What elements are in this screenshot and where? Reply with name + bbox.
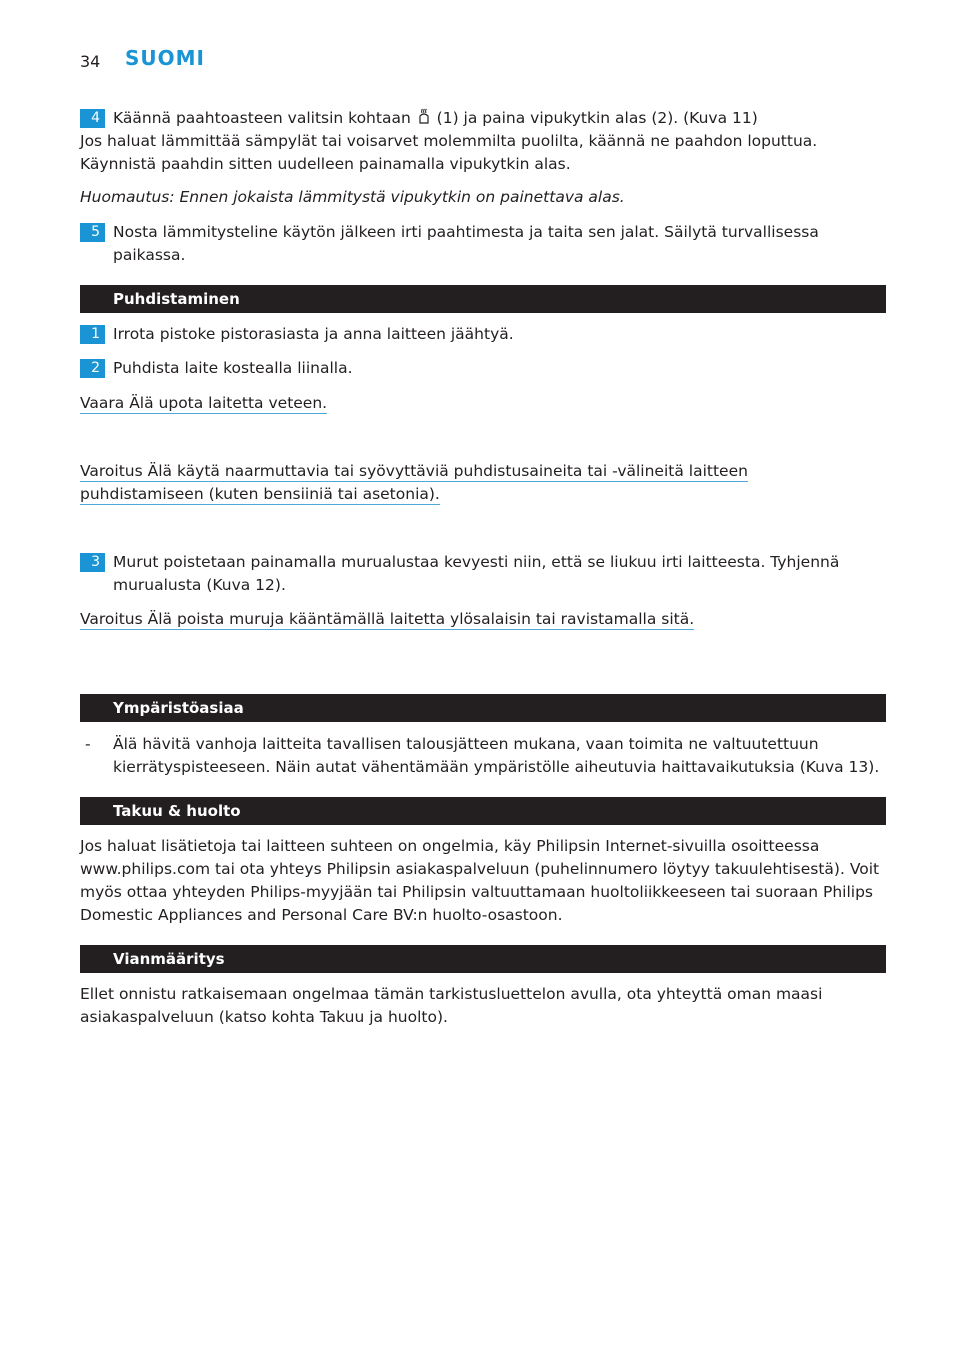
cleaning-step-1 <box>80 323 886 346</box>
section-heading-troubleshooting: Vianmääritys <box>80 945 886 973</box>
section-heading-cleaning: Puhdistaminen <box>80 285 886 313</box>
environment-item <box>80 733 886 779</box>
warning-notice-1 <box>80 460 780 506</box>
note: Huomautus: Ennen jokaista lämmitystä vipukytkin on painettava alas. <box>80 188 625 206</box>
cleaning-step-1-text: Irrota pistoke pistorasiasta ja anna laitteen jäähtyä. <box>113 325 514 343</box>
cleaning-step-3-text: Murut poistetaan painamalla murualustaa kevyesti niin, että se liukuu irti laitteesta. Tyhjennä murualusta (Kuva 12). <box>113 553 840 594</box>
cleaning-step-3 <box>80 551 886 597</box>
cleaning-step-2 <box>80 357 886 380</box>
step-5-text: Nosta lämmitysteline käytön jälkeen irti paahtimesta ja taita sen jalat. Säilytä turvallisessa paikassa. <box>113 223 819 264</box>
step-number: 3 <box>80 553 105 572</box>
section-heading-environment: Ympäristöasiaa <box>80 694 886 722</box>
warranty-text: Jos haluat lisätietoja tai laitteen suhteen on ongelmia, käy Philipsin Internet-sivuilla osoitteessa www.philips.com tai ota yhteys Philipsin asiakaspalveluun (puhelinnumero löytyy takuulehtisestä). Voit myös ottaa yhteyden Philips-myyjään tai Philipsin valtuuttamaan huoltoliikkeeseen tai suoraan Philips Domestic Appliances and Personal Care BV:n huolto-osastoon. <box>80 837 880 924</box>
section-heading-warranty: Takuu & huolto <box>80 797 886 825</box>
cleaning-step-2-text: Puhdista laite kostealla liinalla. <box>113 359 353 377</box>
environment-text: Älä hävitä vanhoja laitteita tavallisen talousjätteen mukana, vaan toimita ne valtuutettuun kierrätyspisteeseen. Näin autat vähentämään ympäristölle aiheutuvia haittavaikutuksia (Kuva 13). <box>113 735 880 776</box>
warning-1-text: Varoitus Älä käytä naarmuttavia tai syövyttäviä puhdistusaineita tai -välineitä laitteen puhdistamiseen (kuten bensiiniä tai asetonia). <box>80 462 748 503</box>
bun-warming-icon <box>416 107 432 125</box>
warning-2-text: Varoitus Älä poista muruja kääntämällä laitetta ylösalaisin tai ravistamalla sitä. <box>80 610 695 628</box>
danger-notice <box>80 392 886 415</box>
troubleshooting-text: Ellet onnistu ratkaisemaan ongelmaa tämän tarkistusluettelon avulla, ota yhteyttä oman maasi asiakaspalveluun (katso kohta Takuu ja huolto). <box>80 985 823 1026</box>
step-number: 5 <box>80 223 105 242</box>
warning-notice-2 <box>80 608 886 631</box>
step-number: 2 <box>80 359 105 378</box>
page-number: 34 <box>80 52 101 71</box>
language-title: SUOMI <box>125 46 205 70</box>
step-4 <box>80 107 886 130</box>
step-5 <box>80 221 886 267</box>
list-dash: - <box>85 735 91 753</box>
step-4-text-b: (1) ja paina vipukytkin alas (2). (Kuva 11) <box>436 109 758 127</box>
step-4-detail: Jos haluat lämmittää sämpylät tai voisarvet molemmilta puolilta, käännä ne paahdon loputtua. Käynnistä paahdin sitten uudelleen painamalla vipukytkin alas. <box>80 132 818 173</box>
step-number: 1 <box>80 325 105 344</box>
step-4-text-a: Käännä paahtoasteen valitsin kohtaan <box>113 109 411 127</box>
step-number: 4 <box>80 109 105 128</box>
danger-text: Vaara Älä upota laitetta veteen. <box>80 394 328 412</box>
